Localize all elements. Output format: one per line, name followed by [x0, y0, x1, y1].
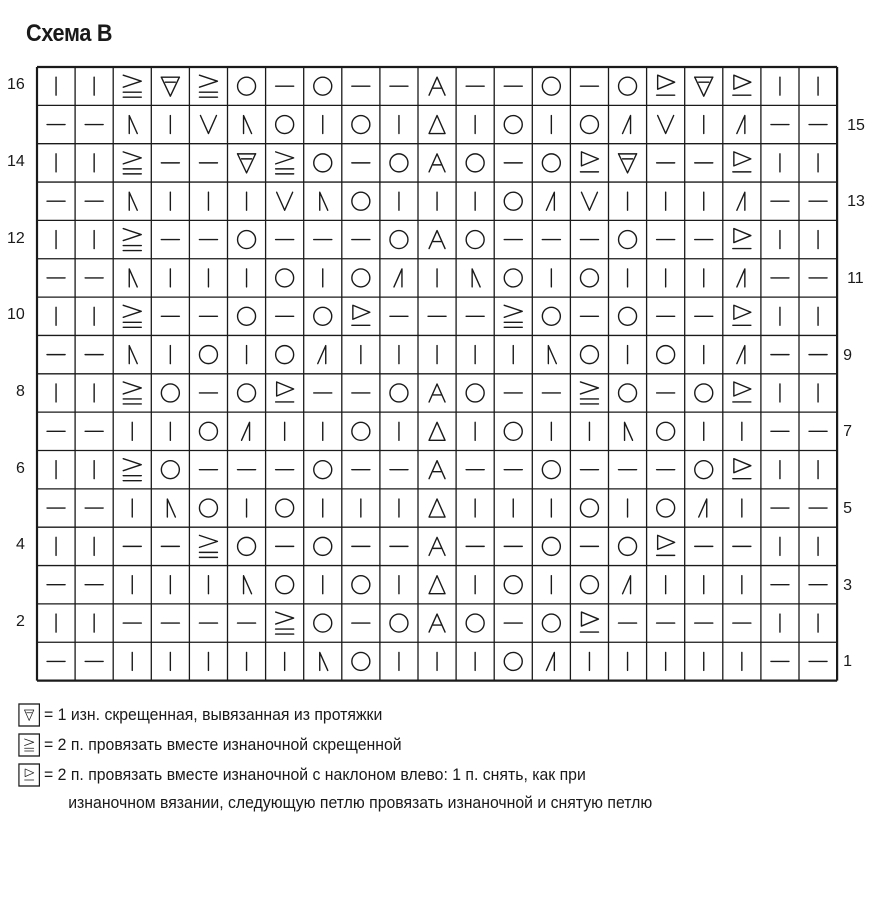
cell-yarn-over-icon [238, 384, 256, 402]
cell-yarn-over-icon [466, 384, 484, 402]
cell-purl-crossed-decrease-icon [123, 229, 141, 251]
legend-symbol-icon [18, 763, 40, 787]
legend-item [18, 763, 586, 787]
row-number: 15 [847, 116, 865, 134]
cell-yarn-over-icon [619, 231, 637, 249]
cell-left-decrease-icon [129, 192, 137, 210]
cell-yarn-over-icon [580, 116, 598, 134]
cell-yarn-over-icon [314, 77, 332, 95]
cell-yarn-over-icon [276, 576, 294, 594]
cell-purl-left-decrease-icon [733, 152, 751, 172]
legend-symbol-icon [18, 733, 40, 757]
cell-yarn-over-icon [580, 269, 598, 287]
row-number: 2 [16, 613, 25, 631]
legend [18, 700, 818, 850]
cell-yarn-over-icon [199, 499, 217, 517]
cell-purl-left-decrease-icon [733, 459, 751, 479]
row-number: 10 [7, 306, 25, 324]
cell-triangle-decrease-icon [429, 116, 445, 134]
cell-yarn-over-icon [542, 461, 560, 479]
legend-item [18, 703, 382, 727]
cell-purl-left-decrease-icon [657, 75, 675, 95]
cell-v-stitch-icon [658, 116, 674, 134]
cell-yarn-over-icon [580, 576, 598, 594]
cell-yarn-over-icon [657, 499, 675, 517]
cell-right-decrease-icon [623, 576, 631, 594]
cell-yarn-over-icon [657, 346, 675, 364]
cell-right-decrease-icon [737, 346, 745, 364]
cell-yarn-over-icon [238, 307, 256, 325]
cell-yarn-over-icon [314, 154, 332, 172]
cell-yarn-over-icon [314, 614, 332, 632]
cell-yarn-over-icon [238, 231, 256, 249]
cell-yarn-over-icon [657, 422, 675, 440]
cell-right-decrease-icon [737, 192, 745, 210]
row-number: 12 [7, 229, 25, 247]
cell-yarn-over-icon [542, 537, 560, 555]
cell-central-decrease-icon [429, 461, 445, 479]
cell-yarn-over-icon [390, 154, 408, 172]
cell-yarn-over-icon [390, 614, 408, 632]
cell-left-decrease-icon [472, 269, 480, 287]
legend-item [65, 793, 653, 813]
cell-yarn-over-icon [542, 154, 560, 172]
cell-yarn-over-icon [619, 307, 637, 325]
cell-yarn-over-icon [542, 77, 560, 95]
cell-purl-left-decrease-icon [580, 152, 598, 172]
legend-item [18, 733, 402, 757]
cell-yarn-over-icon [161, 461, 179, 479]
cell-yarn-over-icon [542, 307, 560, 325]
cell-purl-left-decrease-icon [352, 305, 370, 325]
cell-triangle-decrease-icon [429, 422, 445, 440]
cell-central-decrease-icon [429, 614, 445, 632]
row-number: 1 [843, 653, 852, 671]
cell-left-decrease-icon [167, 499, 175, 517]
row-number: 16 [7, 76, 25, 94]
cell-purl-crossed-decrease-icon [199, 75, 217, 97]
cell-triangle-decrease-icon [429, 499, 445, 517]
row-number: 13 [847, 193, 865, 211]
cell-left-decrease-icon [320, 652, 328, 670]
cell-yarn-over-icon [619, 77, 637, 95]
cell-right-decrease-icon [546, 652, 554, 670]
cell-purl-crossed-decrease-icon [199, 535, 217, 557]
cell-central-decrease-icon [429, 231, 445, 249]
cell-left-decrease-icon [129, 346, 137, 364]
legend-text: = 2 п. провязать вместе изнаночной скрещенной [44, 735, 402, 754]
cell-purl-left-decrease-icon [276, 382, 294, 402]
cell-yarn-over-icon [619, 384, 637, 402]
cell-purl-left-decrease-icon [733, 382, 751, 402]
cell-purl-crossed-decrease-icon [123, 305, 141, 327]
cell-purl-crossed-decrease-icon [276, 612, 294, 634]
cell-purl-crossed-decrease-icon [123, 459, 141, 481]
row-number: 3 [843, 576, 852, 594]
cell-right-decrease-icon [242, 422, 250, 440]
cell-yarn-over-icon [466, 231, 484, 249]
cell-purl-crossed-decrease-icon [504, 305, 522, 327]
cell-yarn-over-icon [390, 231, 408, 249]
cell-right-decrease-icon [737, 269, 745, 287]
cell-yarn-over-icon [199, 346, 217, 364]
cell-yarn-over-icon [352, 192, 370, 210]
cell-crossed-purl-from-strand-icon [695, 77, 713, 96]
cell-yarn-over-icon [504, 652, 522, 670]
cell-central-decrease-icon [429, 77, 445, 95]
row-number: 7 [843, 423, 852, 441]
cell-v-stitch-icon [200, 116, 216, 134]
cell-right-decrease-icon [623, 116, 631, 134]
cell-right-decrease-icon [737, 116, 745, 134]
cell-purl-left-decrease-icon [733, 75, 751, 95]
cell-purl-crossed-decrease-icon [580, 382, 598, 404]
cell-central-decrease-icon [429, 154, 445, 172]
cell-v-stitch-icon [277, 192, 293, 210]
cell-yarn-over-icon [504, 422, 522, 440]
cell-yarn-over-icon [238, 537, 256, 555]
cell-yarn-over-icon [276, 499, 294, 517]
cell-yarn-over-icon [352, 652, 370, 670]
row-number: 14 [7, 152, 25, 170]
cell-purl-left-decrease-icon [733, 229, 751, 249]
cell-right-decrease-icon [318, 346, 326, 364]
cell-yarn-over-icon [504, 269, 522, 287]
row-number: 9 [843, 346, 852, 364]
chart-title: Схема В [26, 20, 113, 47]
cell-yarn-over-icon [199, 422, 217, 440]
cell-left-decrease-icon [625, 422, 633, 440]
legend-text: = 2 п. провязать вместе изнаночной с наклоном влево: 1 п. снять, как при [44, 765, 586, 784]
cell-yarn-over-icon [238, 77, 256, 95]
cell-right-decrease-icon [699, 499, 707, 517]
cell-left-decrease-icon [320, 192, 328, 210]
cell-purl-left-decrease-icon [580, 612, 598, 632]
cell-v-stitch-icon [581, 192, 597, 210]
cell-central-decrease-icon [429, 384, 445, 402]
cell-yarn-over-icon [580, 499, 598, 517]
cell-yarn-over-icon [504, 576, 522, 594]
cell-purl-crossed-decrease-icon [123, 382, 141, 404]
cell-yarn-over-icon [466, 614, 484, 632]
cell-yarn-over-icon [466, 154, 484, 172]
legend-text: изнаночном вязании, следующую петлю провязать изнаночной и снятую петлю [68, 793, 653, 812]
cell-left-decrease-icon [548, 346, 556, 364]
cell-left-decrease-icon [244, 576, 252, 594]
row-number: 11 [847, 269, 864, 287]
legend-symbol-icon [18, 703, 40, 727]
cell-yarn-over-icon [695, 384, 713, 402]
row-number: 8 [16, 382, 25, 400]
cell-yarn-over-icon [352, 269, 370, 287]
legend-text: = 1 изн. скрещенная, вывязанная из протяжки [44, 705, 383, 724]
cell-yarn-over-icon [542, 614, 560, 632]
cell-purl-crossed-decrease-icon [276, 152, 294, 174]
cell-yarn-over-icon [390, 384, 408, 402]
cell-right-decrease-icon [394, 269, 402, 287]
cell-left-decrease-icon [129, 116, 137, 134]
cell-yarn-over-icon [504, 116, 522, 134]
cell-left-decrease-icon [244, 116, 252, 134]
cell-yarn-over-icon [695, 461, 713, 479]
cell-yarn-over-icon [619, 537, 637, 555]
cell-yarn-over-icon [352, 116, 370, 134]
cell-purl-left-decrease-icon [733, 305, 751, 325]
cell-yarn-over-icon [504, 192, 522, 210]
cell-yarn-over-icon [352, 576, 370, 594]
cell-central-decrease-icon [429, 537, 445, 555]
cell-purl-left-decrease-icon [657, 535, 675, 555]
cell-yarn-over-icon [276, 269, 294, 287]
row-number: 5 [843, 500, 852, 518]
cell-yarn-over-icon [580, 346, 598, 364]
cell-yarn-over-icon [314, 537, 332, 555]
cell-crossed-purl-from-strand-icon [238, 154, 256, 173]
cell-purl-crossed-decrease-icon [123, 152, 141, 174]
cell-yarn-over-icon [276, 116, 294, 134]
cell-crossed-purl-from-strand-icon [619, 154, 637, 173]
cell-yarn-over-icon [276, 346, 294, 364]
cell-yarn-over-icon [352, 422, 370, 440]
row-number: 6 [16, 459, 25, 477]
row-number: 4 [16, 536, 25, 554]
cell-yarn-over-icon [314, 307, 332, 325]
cell-triangle-decrease-icon [429, 576, 445, 594]
cell-right-decrease-icon [546, 192, 554, 210]
cell-crossed-purl-from-strand-icon [161, 77, 179, 96]
cell-yarn-over-icon [161, 384, 179, 402]
cell-left-decrease-icon [129, 269, 137, 287]
cell-yarn-over-icon [314, 461, 332, 479]
cell-purl-crossed-decrease-icon [123, 75, 141, 97]
